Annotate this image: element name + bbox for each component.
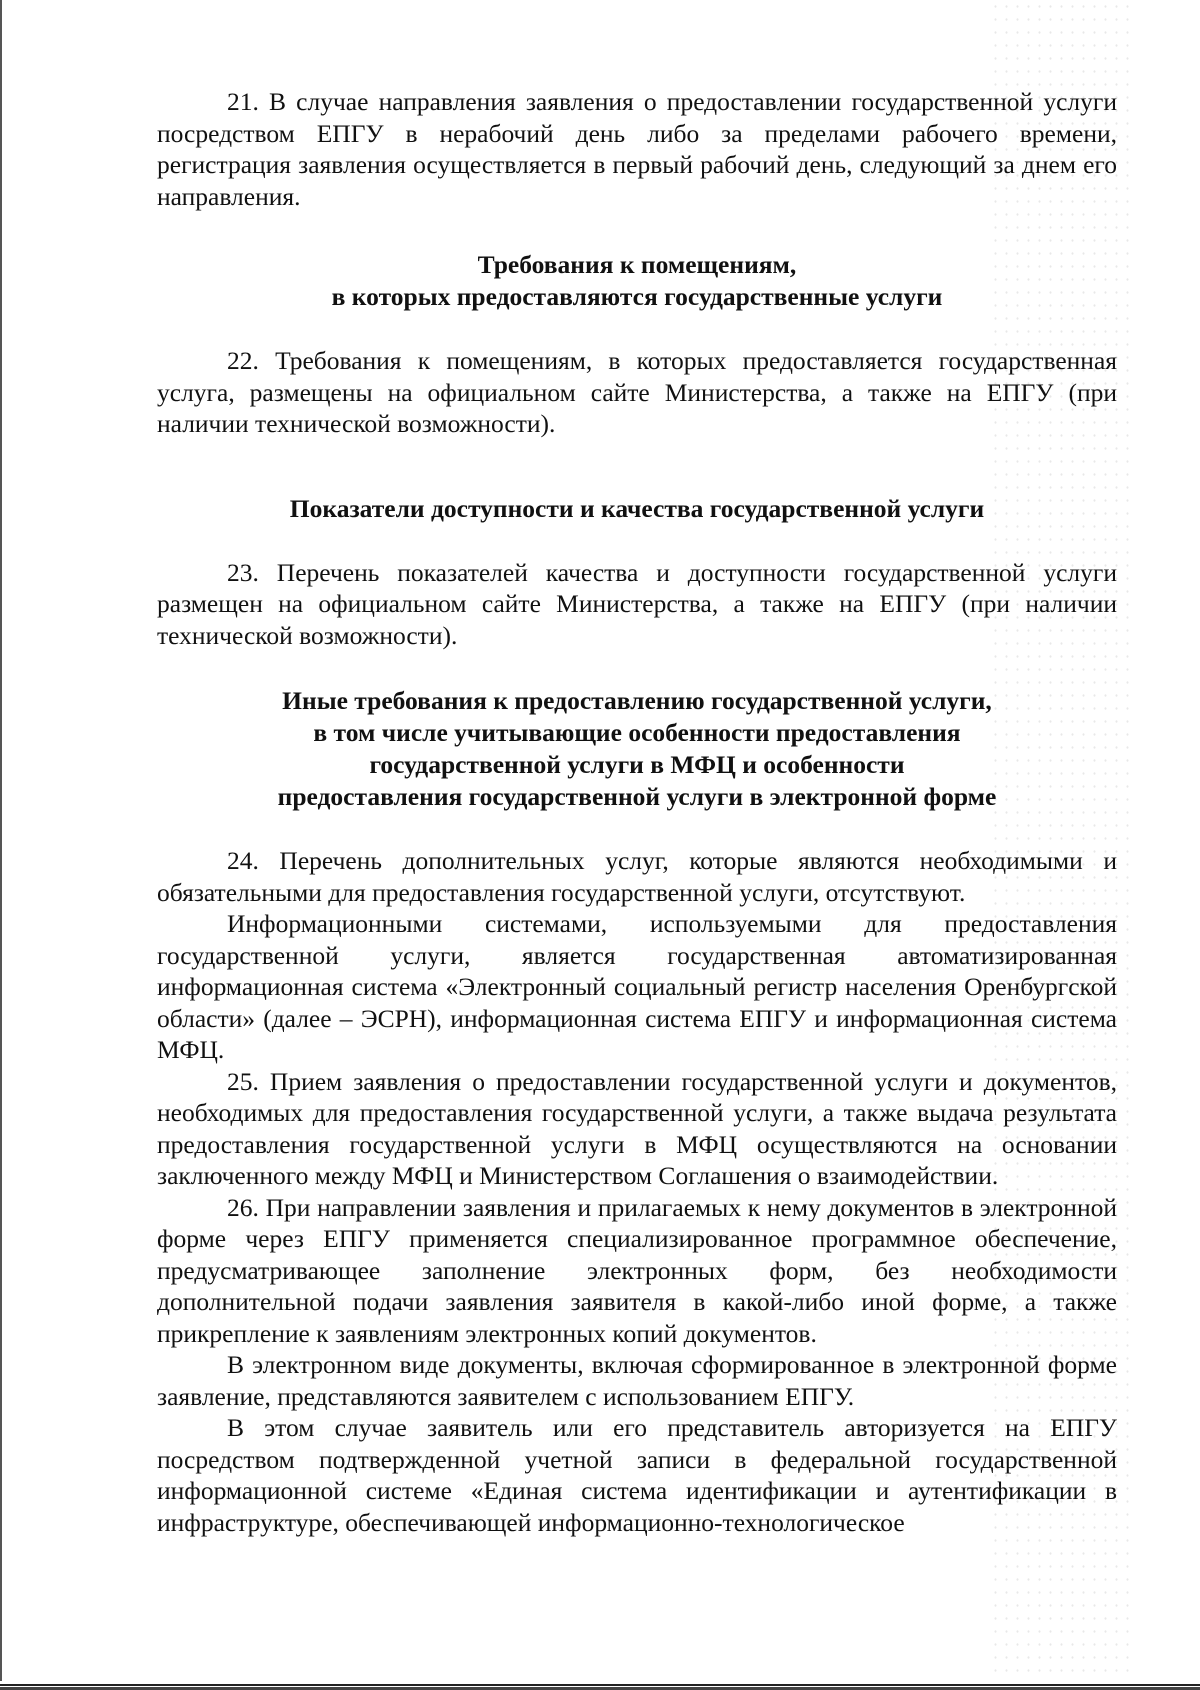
- heading-line: в которых предоставляются государственные услуги: [331, 282, 943, 311]
- paragraph-25: 25. Прием заявления о предоставлении государственной услуги и документов, необходимых для предоставления государственной услуги, а также выдача результата предоставления государственной услуги в МФЦ осуществляются на основании заключенного между МФЦ и Министерством Соглашения о взаимодействии.: [157, 1066, 1117, 1190]
- heading-line: Показатели доступности и качества государственной услуги: [289, 493, 985, 523]
- paragraph-21: 21. В случае направления заявления о предоставлении государственной услуги посредством ЕПГУ в нерабочий день либо за пределами рабочего времени, регистрация заявления осуществляется в первый рабочий день, следующий за днем его направления.: [157, 87, 1117, 211]
- heading-availability-quality: [157, 493, 1117, 525]
- scan-left-edge: [0, 0, 2, 1690]
- scan-bottom-edge: [0, 1681, 1200, 1690]
- heading-line: Требования к помещениям,: [477, 250, 797, 279]
- document-body: [157, 86, 1117, 1538]
- heading-line: государственной услуги в МФЦ и особенности: [369, 750, 905, 779]
- paragraph-23: 23. Перечень показателей качества и доступности государственной услуги размещен на официальном сайте Министерства, а также на ЕПГУ (при наличии технической возможности).: [157, 557, 1117, 650]
- paragraph-24-information-systems: Информационными системами, используемыми для предоставления государственной услуги, является государственная автоматизированная информационная система «Электронный социальный регистр населения Оренбургской области» (далее – ЭСРН), информационная система ЕПГУ и информационная система МФЦ.: [157, 909, 1117, 1064]
- paragraph-26: 26. При направлении заявления и прилагаемых к нему документов в электронной форме через ЕПГУ применяется специализированное программное обеспечение, предусматривающее заполнение электронных форм, без необходимости дополнительной подачи заявления заявителя в какой-либо иной форме, а также прикрепление к заявлениям электронных копий документов.: [157, 1192, 1117, 1348]
- heading-line: предоставления государственной услуги в электронной форме: [277, 782, 997, 811]
- heading-premises-requirements: [157, 249, 1117, 313]
- paragraph-24: 24. Перечень дополнительных услуг, которые являются необходимыми и обязательными для предоставления государственной услуги, отсутствуют.: [157, 846, 1117, 907]
- paragraph-22: 22. Требования к помещениям, в которых предоставляется государственная услуга, размещены на официальном сайте Министерства, а также на ЕПГУ (при наличии технической возможности).: [157, 346, 1117, 438]
- paragraph-26-electronic-documents: В электронном виде документы, включая сформированное в электронной форме заявление, представляются заявителем с использованием ЕПГУ.: [157, 1350, 1117, 1411]
- heading-other-requirements: [157, 685, 1117, 813]
- heading-line: в том числе учитывающие особенности предоставления: [313, 718, 961, 747]
- paragraph-26-authorization: В этом случае заявитель или его представитель авторизуется на ЕПГУ посредством подтвержденной учетной записи в федеральной государственной информационной системе «Единая система идентификации и аутентификации в инфраструктуре, обеспечивающей информационно-технологическое: [157, 1413, 1117, 1537]
- heading-line: Иные требования к предоставлению государственной услуги,: [282, 686, 992, 715]
